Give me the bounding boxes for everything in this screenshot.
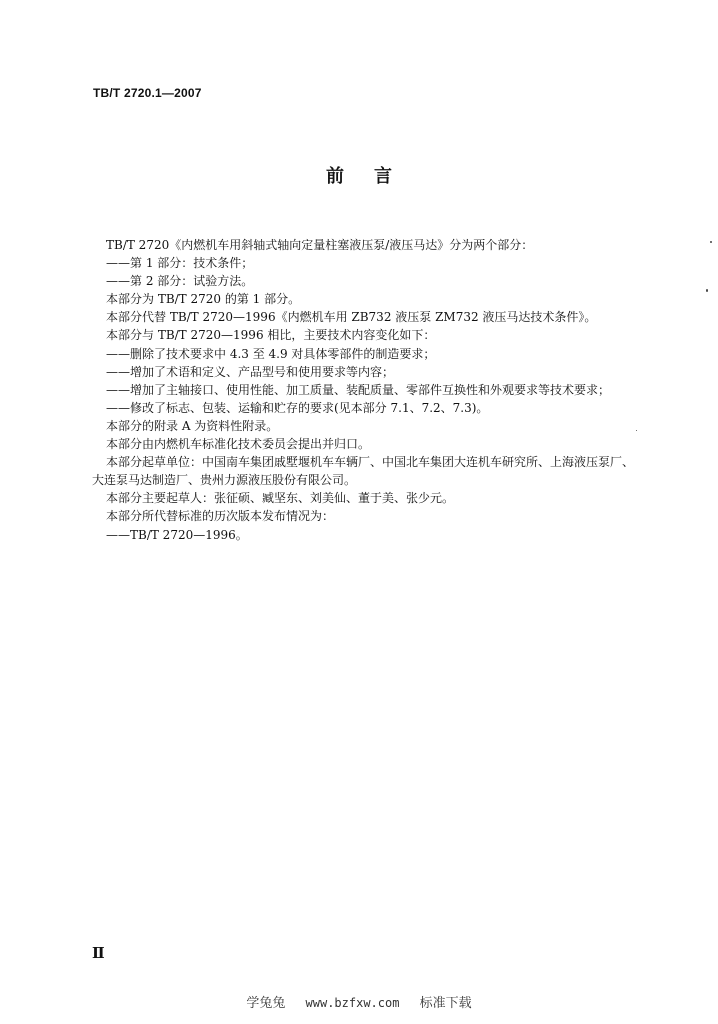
standard-code: TB/T 2720.1—2007 xyxy=(93,86,202,100)
paragraph-drafting-units-cont: 大连泵马达制造厂、贵州力源液压股份有限公司。 xyxy=(92,473,357,488)
list-item-part2: ——第 2 部分：试验方法。 xyxy=(106,274,254,289)
paragraph-intro: TB/T 2720《内燃机车用斜轴式轴向定量柱塞液压泵/液压马达》分为两个部分： xyxy=(106,238,534,252)
foreword-body xyxy=(92,236,635,544)
scan-speck xyxy=(706,289,708,292)
footer-url[interactable]: www.bzfxw.com xyxy=(305,996,400,1010)
page-number: Ⅱ xyxy=(92,944,105,962)
footer-site-name: 学兔兔 xyxy=(246,996,286,1011)
scan-speck xyxy=(636,430,637,431)
paragraph-drafters: 本部分主要起草人：张征硕、臧坚东、刘美仙、董于美、张少元。 xyxy=(106,491,455,506)
paragraph-proposer: 本部分由内燃机车标准化技术委员会提出并归口。 xyxy=(106,437,371,452)
paragraph-drafting-units: 本部分起草单位：中国南车集团戚墅堰机车车辆厂、中国北车集团大连机车研究所、上海液压泵厂、 xyxy=(106,455,635,470)
list-item-history: ——TB/T 2720—1996。 xyxy=(106,527,248,542)
paragraph-changes: 本部分与 TB/T 2720—1996 相比，主要技术内容变化如下： xyxy=(106,328,436,343)
paragraph-scope: 本部分为 TB/T 2720 的第 1 部分。 xyxy=(106,292,301,307)
list-item-change-1: ——删除了技术要求中 4.3 至 4.9 对具体零部件的制造要求； xyxy=(106,346,436,361)
footer-watermark xyxy=(0,992,718,1011)
list-item-change-2: ——增加了术语和定义、产品型号和使用要求等内容； xyxy=(106,364,395,379)
paragraph-annex: 本部分的附录 A 为资料性附录。 xyxy=(106,418,279,433)
scan-speck xyxy=(710,241,712,243)
list-item-change-4: ——修改了标志、包装、运输和贮存的要求(见本部分 7.1、7.2、7.3)。 xyxy=(106,400,489,415)
paragraph-history: 本部分所代替标准的历次版本发布情况为： xyxy=(106,509,335,524)
page-title: 前言 xyxy=(326,166,422,187)
list-item-change-3: ——增加了主轴接口、使用性能、加工质量、装配质量、零部件互换性和外观要求等技术要求； xyxy=(106,382,611,397)
paragraph-replaces: 本部分代替 TB/T 2720—1996《内燃机车用 ZB732 液压泵 ZM732 液压马达技术条件》。 xyxy=(106,310,597,325)
list-item-part1: ——第 1 部分：技术条件； xyxy=(106,256,254,271)
footer-slogan: 标准下载 xyxy=(419,996,472,1011)
